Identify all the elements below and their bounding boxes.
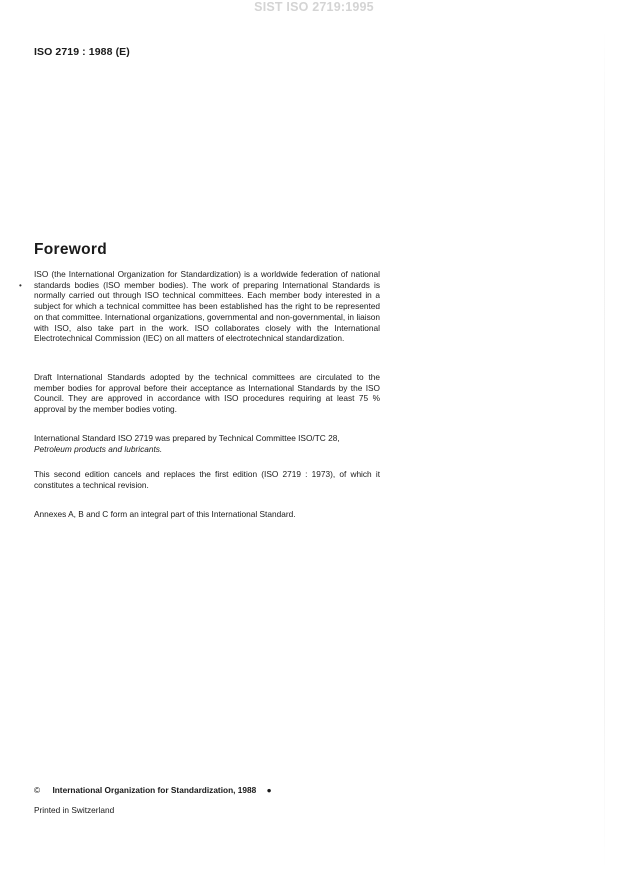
foreword-paragraph-3 <box>34 433 380 454</box>
copyright-symbol: © <box>34 785 41 795</box>
foreword-paragraph-4: This second edition cancels and replaces the first edition (ISO 2719 : 1973), of which it constitutes a technical revision. <box>34 469 380 490</box>
foreword-paragraph-2: Draft International Standards adopted by the technical committees are circulated to the member bodies for approval before their acceptance as International Standards by the ISO Council. They are approved in accordance with ISO procedures requiring at least 75 % approval by the member bodies voting. <box>34 372 380 415</box>
watermark-text: SIST ISO 2719:1995 <box>254 0 374 14</box>
copyright-text: International Organization for Standardization, 1988 <box>52 785 257 795</box>
foreword-paragraph-1: ISO (the International Organization for Standardization) is a worldwide federation of national standards bodies (ISO member bodies). The work of preparing International Standards is normally carried out through ISO technical committees. Each member body interested in a subject for which a technical committee has been established has the right to be represented on that committee. International organizations, governmental and non-governmental, in liaison with ISO, also take part in the work. ISO collaborates closely with the International Electrotechnical Commission (IEC) on all matters of electrotechnical standardization. <box>34 269 380 344</box>
copyright-bullet: ● <box>266 785 272 795</box>
margin-mark: • <box>19 281 22 290</box>
copyright-line <box>34 785 272 795</box>
foreword-heading: Foreword <box>34 241 108 258</box>
page-edge-line <box>604 30 605 870</box>
printed-in-text: Printed in Switzerland <box>34 805 115 815</box>
foreword-paragraph-5: Annexes A, B and C form an integral part of this International Standard. <box>34 509 296 519</box>
document-reference: ISO 2719 : 1988 (E) <box>34 46 130 58</box>
paragraph-3-text: International Standard ISO 2719 was prepared by Technical Committee ISO/TC 28, <box>34 433 340 443</box>
committee-title: Petroleum products and lubricants. <box>34 443 163 454</box>
